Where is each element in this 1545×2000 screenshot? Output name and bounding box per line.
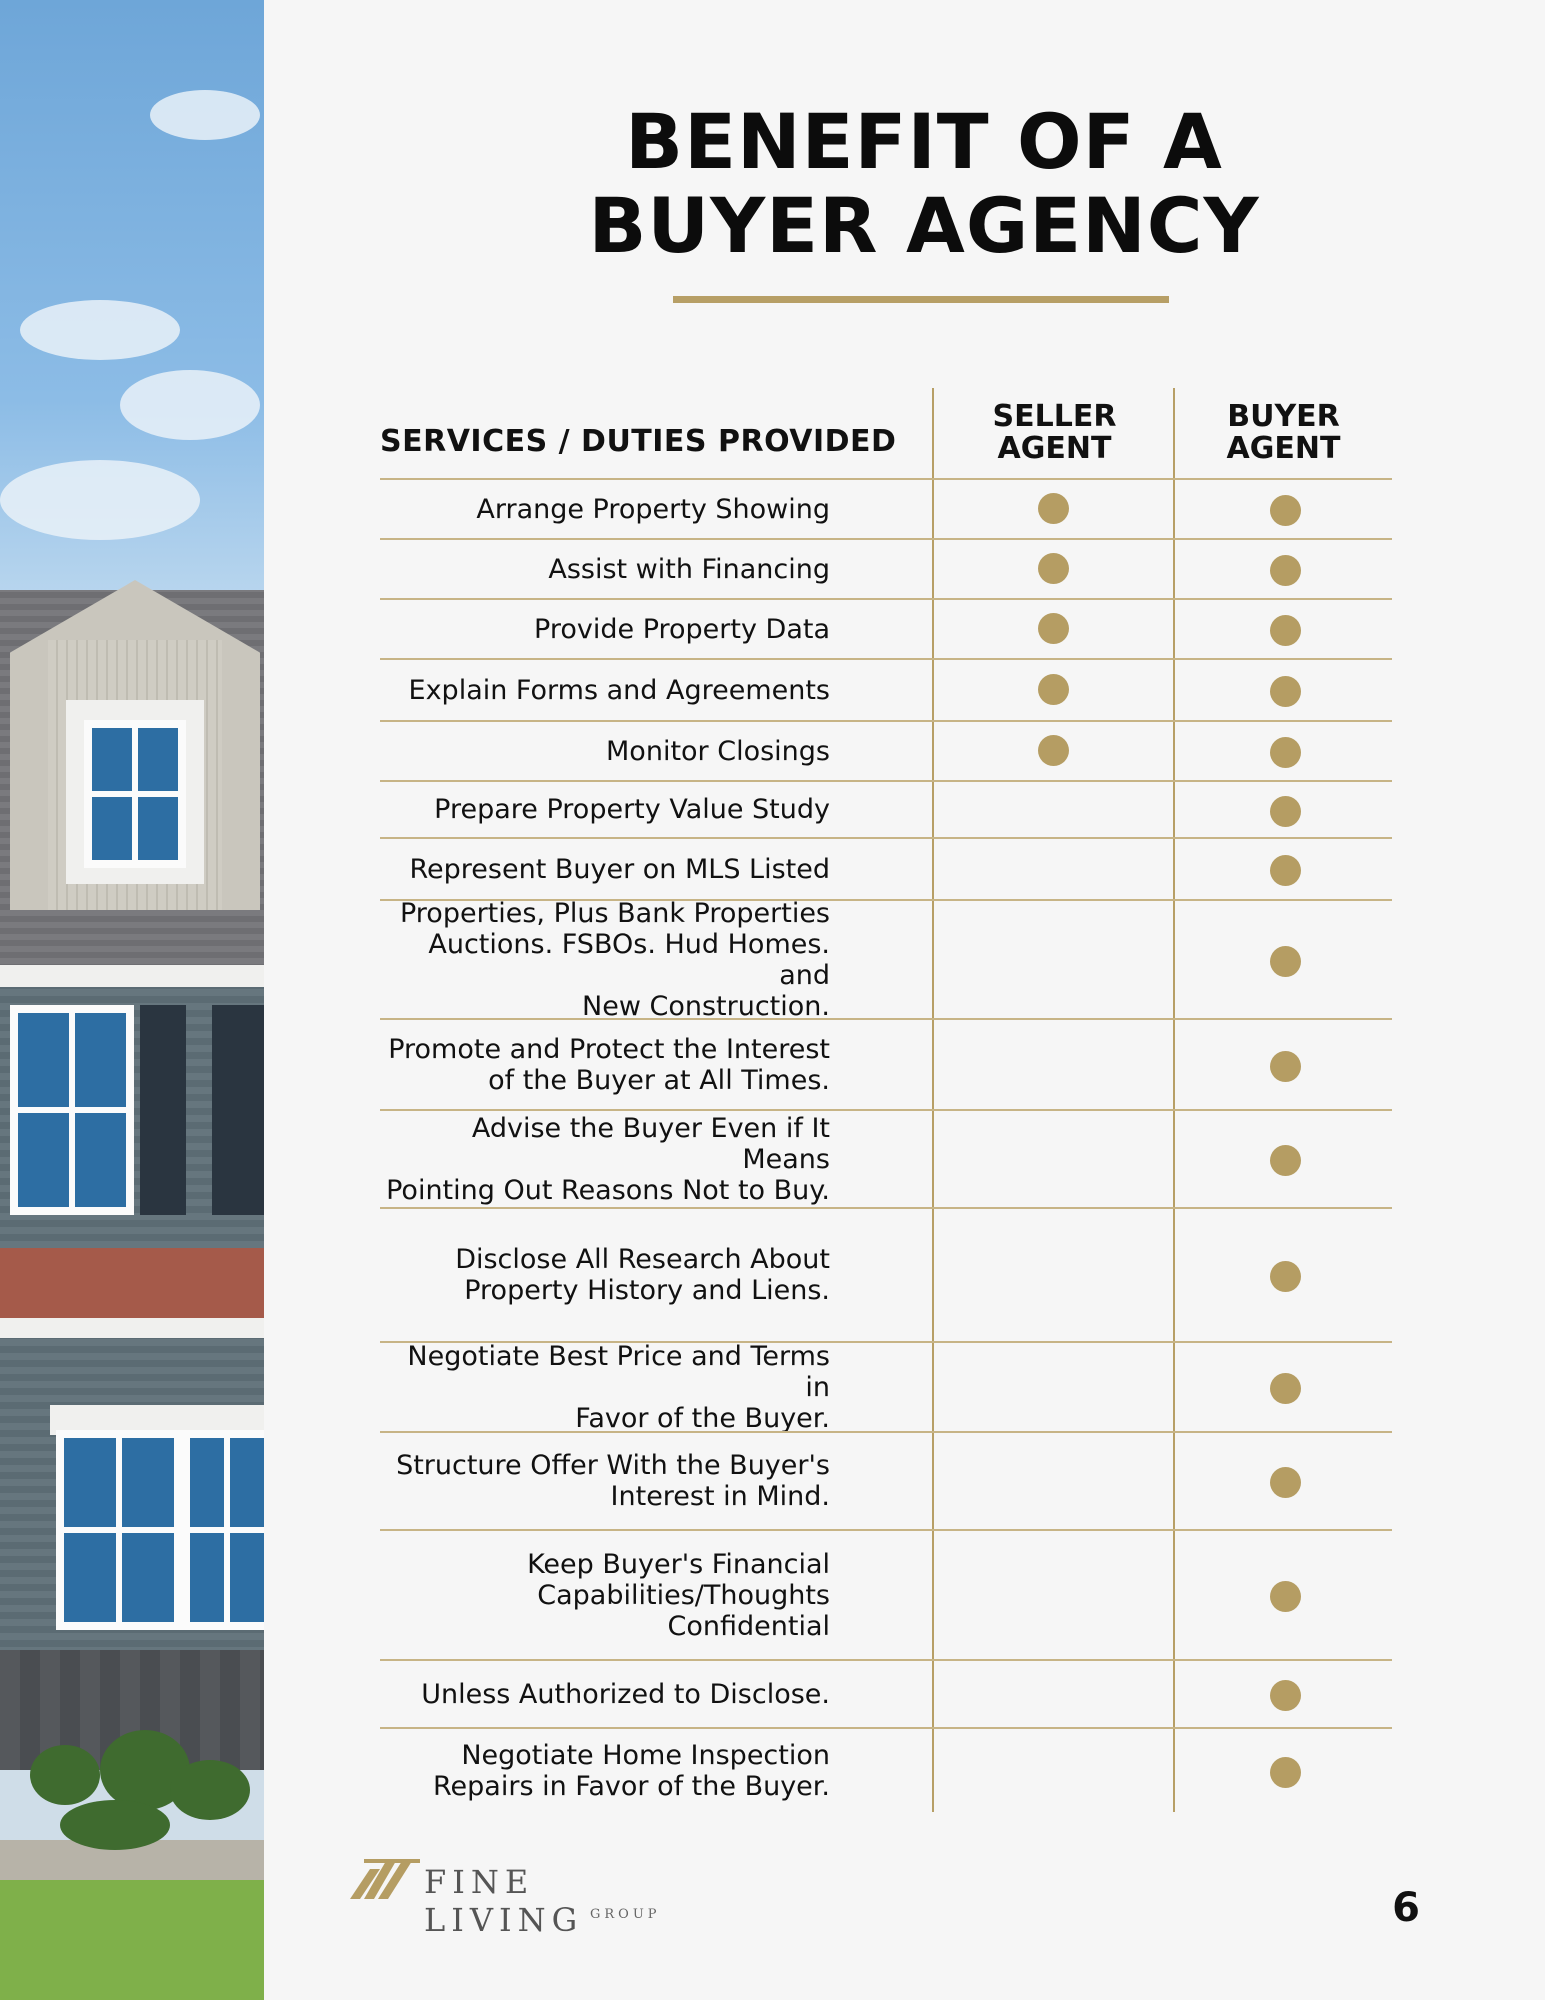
table-row [380, 1529, 1392, 1659]
service-label-line: Represent Buyer on MLS Listed [409, 853, 830, 885]
service-label [380, 782, 830, 837]
header-buyer-line-2: AGENT [1226, 431, 1341, 466]
service-label-line: New Construction. [582, 990, 830, 1022]
service-label [380, 480, 830, 538]
header-seller-line-2: AGENT [997, 431, 1112, 466]
page-number: 6 [1392, 1885, 1420, 1931]
service-label [380, 722, 830, 780]
service-label-line: Keep Buyer's Financial [527, 1548, 830, 1580]
table-row [380, 478, 1392, 538]
fine-living-logo [350, 1855, 680, 1939]
header-services: SERVICES / DUTIES PROVIDED [380, 423, 897, 459]
service-label [380, 1020, 830, 1109]
buyer-check-dot [1270, 796, 1301, 827]
table-row [380, 1340, 1392, 1434]
service-label-line: Repairs in Favor of the Buyer. [433, 1770, 830, 1802]
buyer-check-dot [1270, 676, 1301, 707]
seller-check-dot [1038, 674, 1069, 705]
service-label [380, 1111, 830, 1207]
table-row [380, 1727, 1392, 1812]
header-seller-agent [934, 388, 1175, 478]
header-buyer-line-1: BUYER [1227, 399, 1340, 434]
service-label-line: Prepare Property Value Study [434, 794, 830, 825]
buyer-check-dot [1270, 1145, 1301, 1176]
service-label-line: Auctions. FSBOs. Hud Homes. and [428, 928, 830, 991]
service-label [380, 600, 830, 658]
buyer-check-dot [1270, 946, 1301, 977]
service-label [380, 660, 830, 720]
buyer-check-dot [1270, 1757, 1301, 1788]
title-line-1: BENEFIT OF A [625, 97, 1223, 186]
table-row [380, 1431, 1392, 1529]
table-row [380, 598, 1392, 658]
house-photo [0, 0, 264, 2000]
table-row [380, 1207, 1392, 1341]
service-label-line: Pointing Out Reasons Not to Buy. [386, 1174, 830, 1206]
table-row [380, 897, 1392, 1022]
service-label-line: Arrange Property Showing [476, 493, 830, 525]
service-label [380, 1340, 830, 1434]
buyer-check-dot [1270, 495, 1301, 526]
service-label-line: Disclose All Research About [455, 1244, 830, 1275]
service-label [380, 1433, 830, 1529]
buyer-check-dot [1270, 1581, 1301, 1612]
logo-name: FINE LIVING [424, 1863, 584, 1939]
service-label-line: Capabilities/Thoughts Confidential [537, 1579, 830, 1642]
service-label [380, 1209, 830, 1341]
service-label-line: Property History and Liens. [464, 1275, 830, 1306]
service-label [380, 839, 830, 899]
service-label [380, 1729, 830, 1812]
table-row [380, 837, 1392, 899]
seller-check-dot [1038, 493, 1069, 524]
buyer-check-dot [1270, 615, 1301, 646]
buyer-check-dot [1270, 1467, 1301, 1498]
buyer-check-dot [1270, 1051, 1301, 1082]
seller-check-dot [1038, 735, 1069, 766]
buyer-check-dot [1270, 555, 1301, 586]
service-label-line: Properties, Plus Bank Properties [399, 897, 830, 929]
service-label-line: Monitor Closings [606, 735, 830, 767]
buyer-check-dot [1270, 737, 1301, 768]
service-label [380, 540, 830, 598]
service-label-line: Negotiate Best Price and Terms in [407, 1340, 830, 1403]
service-label-line: Promote and Protect the Interest [388, 1033, 830, 1065]
table-row [380, 1018, 1392, 1109]
table-row [380, 720, 1392, 780]
service-label-line: Explain Forms and Agreements [408, 674, 830, 706]
service-label-line: Favor of the Buyer. [575, 1402, 830, 1434]
table-row [380, 780, 1392, 837]
table-row [380, 658, 1392, 720]
service-label [380, 897, 830, 1022]
logo-subtitle: GROUP [590, 1907, 661, 1922]
buyer-check-dot [1270, 1373, 1301, 1404]
header-seller-line-1: SELLER [992, 399, 1117, 434]
page-title [434, 97, 1414, 270]
service-label-line: Structure Offer With the Buyer's [396, 1450, 830, 1481]
service-label-line: Provide Property Data [534, 613, 830, 645]
service-label [380, 1661, 830, 1727]
service-label-line: of the Buyer at All Times. [488, 1064, 830, 1096]
logo-mark-icon [350, 1855, 430, 1903]
service-label-line: Assist with Financing [548, 553, 830, 585]
service-label-line: Negotiate Home Inspection [461, 1739, 830, 1771]
service-label [380, 1531, 830, 1659]
services-comparison-table [380, 388, 1392, 1812]
buyer-check-dot [1270, 855, 1301, 886]
title-underline [673, 296, 1169, 303]
buyer-check-dot [1270, 1261, 1301, 1292]
table-row [380, 538, 1392, 598]
service-label-line: Advise the Buyer Even if It Means [471, 1112, 830, 1175]
service-label-line: Unless Authorized to Disclose. [421, 1678, 830, 1710]
seller-check-dot [1038, 553, 1069, 584]
buyer-check-dot [1270, 1680, 1301, 1711]
header-buyer-agent [1175, 388, 1392, 478]
seller-check-dot [1038, 613, 1069, 644]
service-label-line: Interest in Mind. [610, 1481, 830, 1512]
table-row [380, 1109, 1392, 1207]
table-row [380, 1659, 1392, 1727]
title-line-2: BUYER AGENCY [588, 181, 1260, 270]
